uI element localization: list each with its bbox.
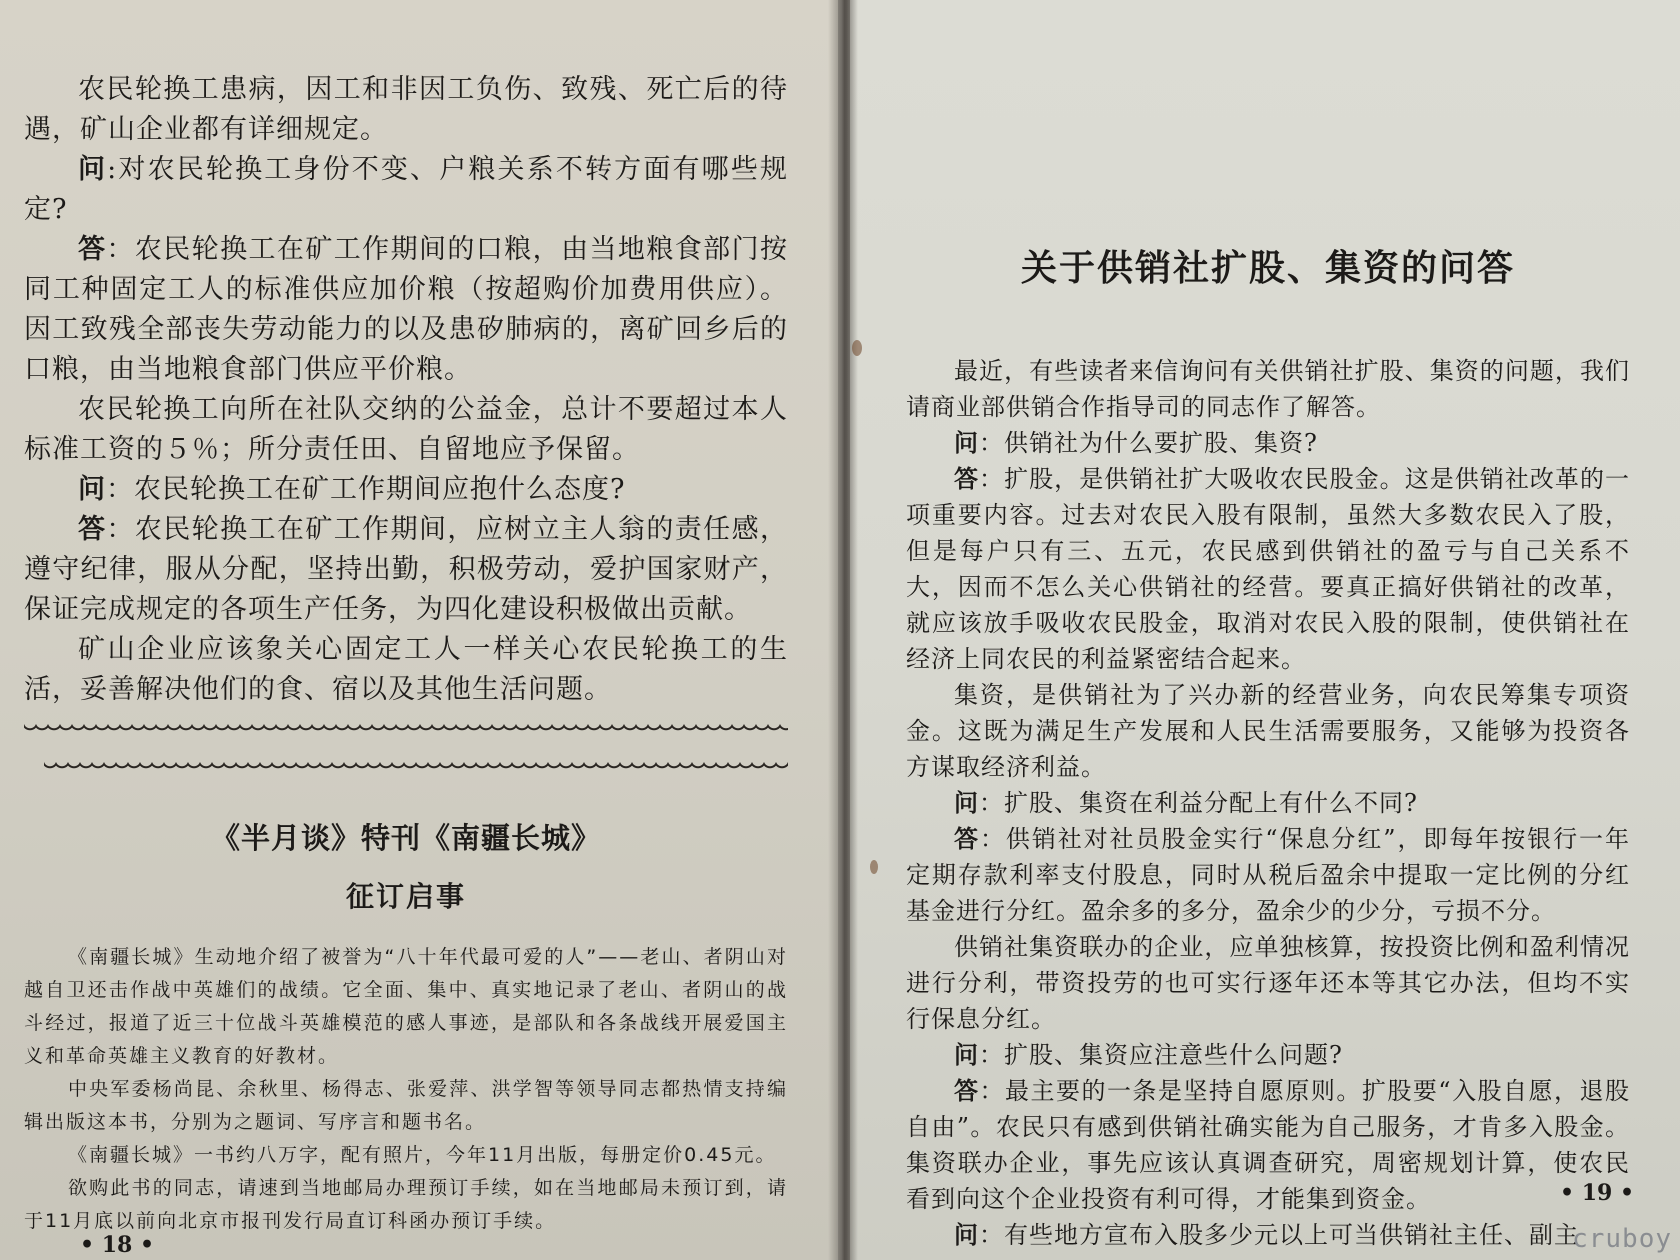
paragraph [906,1217,1630,1253]
question-label: 问 [954,788,979,817]
paper-stain [870,860,878,874]
left-body [24,70,788,710]
answer-label: 答 [954,1076,980,1105]
paragraph-text: ：农民轮换工在矿工作期间，应树立主人翁的责任感，遵守纪律，服从分配，坚持出勤，积极劳动，爱护国家财产，保证完成规定的各项生产任务，为四化建设积极做出贡献。 [24,514,789,625]
paragraph-text: :对农民轮换工身份不变、户粮关系不转方面有哪些规定? [24,154,788,225]
paragraph [906,1073,1630,1217]
paragraph [906,677,1630,785]
question-label: 问 [954,1220,979,1249]
paragraph-text: ：农民轮换工在矿工作期间的口粮，由当地粮食部门按同工种固定工人的标准供应加价粮（按超购价加费用供应）。因工致残全部丧失劳动能力的以及患矽肺病的，离矿回乡后的口粮，由当地粮食部门供应平价粮。 [24,234,789,385]
answer-label: 答 [954,464,980,493]
question-label: 问 [954,428,979,457]
paragraph-text: 农民轮换工向所在社队交纳的公益金，总计不要超过本人标准工资的５％；所分责任田、自留地应予保留。 [24,394,788,465]
paragraph [24,70,788,150]
book-gutter [828,0,858,1260]
paragraph-text: ：供销社对社员股金实行“保息分红”，即每年按银行一年定期存款利率支付股息，同时从税后盈余中提取一定比例的分红基金进行分红。盈余多的多分，盈余少的少分，亏损不分。 [906,825,1631,925]
paragraph [24,1172,788,1238]
answer-label: 答 [78,234,107,265]
page-number-left: • 18 • [80,1232,155,1258]
question-label: 问 [78,154,108,185]
paragraph-text: 矿山企业应该象关心固定工人一样关心农民轮换工的生活，妥善解决他们的食、宿以及其他生活问题。 [24,634,788,705]
right-page [850,0,1680,1260]
answer-label: 答 [78,514,107,545]
paragraph [906,1037,1630,1073]
question-label: 问 [954,1040,979,1069]
promo-subtitle: 征订启事 [345,880,466,913]
paragraph-text: 《南疆长城》一书约八万字，配有照片，今年11月出版，每册定价0.45元。 [68,1144,777,1166]
paragraph-text: 农民轮换工患病，因工和非因工负伤、致残、死亡后的待遇，矿山企业都有详细规定。 [24,74,788,145]
paragraph-text: 供销社集资联办的企业，应单独核算，按投资比例和盈利情况进行分利，带资投劳的也可实行逐年还本等其它办法，但均不实行保息分红。 [906,933,1630,1033]
paragraph-text: ：有些地方宣布入股多少元以上可当供销社主任、副主 [979,1221,1579,1249]
paragraph [906,461,1630,677]
promo-title: 《半月谈》特刊《南疆长城》 [210,821,601,855]
paragraph-text: ：最主要的一条是坚持自愿原则。扩股要“入股自愿，退股自由”。农民只有感到供销社确实能为自己服务，才肯多入股金。集资联办企业，事先应该认真调查研究，周密规划计算，使农民看到向这个企业投资有利可得，才能集到资金。 [906,1077,1630,1213]
paragraph [24,1139,788,1172]
paragraph [24,470,788,510]
paragraph [906,425,1630,461]
paragraph-text: ：扩股、集资在利益分配上有什么不同? [979,789,1418,817]
article-title: 关于供销社扩股、集资的问答 [1020,248,1515,289]
paragraph [906,821,1630,929]
paragraph [24,1073,788,1139]
promo-body [24,941,788,1238]
paragraph-text: 集资，是供销社为了兴办新的经营业务，向农民筹集专项资金。这既为满足生产发展和人民生活需要服务，又能够为投资各方谋取经济利益。 [906,681,1630,781]
page-number-right: • 19 • [1560,1180,1635,1206]
watermark: cruboy [1572,1224,1672,1254]
wavy-divider [24,724,788,738]
paragraph [906,929,1630,1037]
paragraph [24,941,788,1073]
question-label: 问 [78,474,106,505]
paragraph [24,510,788,630]
paragraph [24,230,788,390]
paragraph-text: 欲购此书的同志，请速到当地邮局办理预订手续，如在当地邮局未预订到，请于11月底以前向北京市报刊发行局直订科函办预订手续。 [24,1177,788,1232]
left-page [0,0,838,1260]
paragraph [24,630,788,710]
paragraph [24,390,788,470]
paragraph-text: ：扩股，是供销社扩大吸收农民股金。这是供销社改革的一项重要内容。过去对农民入股有限制，虽然大多数农民入了股，但是每户只有三、五元，农民感到供销社的盈亏与自己关系不大，因而不怎么关心供销社的经营。要真正搞好供销社的改革，就应该放手吸收农民股金，取消对农民入股的限制，使供销社在经济上同农民的利益紧密结合起来。 [906,465,1631,673]
paragraph [906,785,1630,821]
paper-stain [852,340,862,356]
paragraph-text: 最近，有些读者来信询问有关供销社扩股、集资的问题，我们请商业部供销合作指导司的同志作了解答。 [906,357,1630,421]
paragraph-text: ：扩股、集资应注意些什么问题? [979,1041,1343,1069]
paragraph-text: ：农民轮换工在矿工作期间应抱什么态度? [106,474,626,505]
answer-label: 答 [954,824,980,853]
wavy-divider-2 [44,762,788,776]
paragraph [906,353,1630,425]
paragraph-text: ：供销社为什么要扩股、集资? [979,429,1318,457]
paragraph-text: 中央军委杨尚昆、余秋里、杨得志、张爱萍、洪学智等领导同志都热情支持编辑出版这本书，分别为之题词、写序言和题书名。 [24,1078,788,1133]
paragraph-text: 《南疆长城》生动地介绍了被誉为“八十年代最可爱的人”——老山、者阴山对越自卫还击作战中英雄们的战绩。它全面、集中、真实地记录了老山、者阴山的战斗经过，报道了近三十位战斗英雄模范的感人事迹，是部队和各条战线开展爱国主义和革命英雄主义教育的好教材。 [24,946,788,1067]
paragraph [24,150,788,230]
right-body [906,353,1630,1253]
